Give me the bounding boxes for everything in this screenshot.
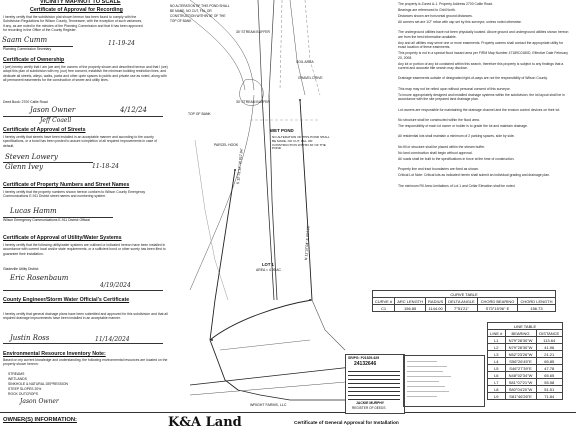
bearing-label: S 12°31'12" W 817.84' <box>236 148 244 185</box>
table-row <box>488 344 563 351</box>
stream-buffer-label-2: 30' STREAM BUFFER <box>236 100 270 104</box>
table-row <box>488 358 563 365</box>
curve-table-header <box>373 298 556 305</box>
curve-cell: C1 <box>373 305 395 312</box>
cert-ownership-body: I (we) hereby certify that I am (we are) the owners of the property shown and described hereon and that I (we) adopt this plan of subdivision with my (our) free consent, establish the minimum building restriction lines, and dedicate all streets, alleys, walks, parks and other open spaces to public and private use as noted, along with all permanent easements for the construction of sewer and utility lines. <box>3 65 168 83</box>
soil-area-label: SOIL AREA <box>296 60 314 64</box>
line-cell: L8 <box>488 386 506 393</box>
line-cell: L1 <box>488 337 506 344</box>
firm-name: K&A Land <box>168 415 242 430</box>
numbers-org: Wilson Emergency Communications E-911 District Official <box>3 218 90 222</box>
note-item: All corners set are 1/2" rebar with cap set by this surveyor, unless noted otherwise. <box>398 20 522 24</box>
owners-label: OWNER(S) INFORMATION: <box>3 417 77 423</box>
table-row <box>488 372 563 379</box>
cert-numbers-body: I hereby certify that the property numbers shown hereon conform to Wilson County Emergency Communications E-911 District street names and numbering system. <box>3 190 146 199</box>
numbers-signature: Lucas Hamm <box>10 207 57 215</box>
table-row <box>488 337 563 344</box>
utility-date: 4/19/2024 <box>100 282 131 289</box>
cert-recording-title: Certificate of Approval for Recording <box>30 7 123 13</box>
stamp-register: JACKIE MURPHY <box>356 401 385 405</box>
pond-note-top: NO ALTERATION OF THIS POND SHALL BE MADE, NO CUT, FILL OR CONSTRUCTION WITHIN 30' OF THE TOP OF BANK <box>170 4 230 23</box>
curve-cell: 156.73 <box>517 305 555 312</box>
adjoiner-label: WRIGHT FARMS, LLC <box>250 403 287 407</box>
line-cell: 113.64 <box>536 337 563 344</box>
bottom-certificate-title: Certificate of General Approval for Installation <box>294 421 399 426</box>
lot-area-label: AREA = 4.99 AC <box>256 268 281 272</box>
note-item: The property is Zoned A-1. Property Address 2700 Callie Road. <box>398 2 493 6</box>
line-cell: S46°27'39"E <box>505 365 536 372</box>
cert-utility-body: I hereby certify that the following utility/water systems are outlined or indicated hereon have been installed in accordance with current local and/or state requirements, or a sufficient bond or other surety has been filed to guarantee their installation. <box>3 243 166 256</box>
corner-marker <box>211 339 213 341</box>
line-col-header: DISTANCE <box>536 330 563 337</box>
note-item: All residential lots shall maintain a minimum of 2 parking spaces, side by side. <box>398 134 515 139</box>
boundary-line <box>258 0 262 95</box>
line-cell: 65.65 <box>536 372 563 379</box>
vicinity-map-title: VICINITY MAP/NOT TO SCALE <box>40 0 121 5</box>
line-col-header: BEARING <box>505 330 536 337</box>
line-cell: L4 <box>488 358 506 365</box>
line-cell: L7 <box>488 379 506 386</box>
table-row <box>488 386 563 393</box>
owner-deed: Deed Book: 2700 Callie Road <box>3 100 48 104</box>
note-item: The underground utilities have not been physically located. Above ground and underground utilities shown hereon are from the best information available. <box>398 30 569 39</box>
stamp-title: REGISTER OF DEEDS <box>352 406 386 410</box>
note-item: Any lot or portion of any lot contained within this search, therefore this property is subject to any findings that a current and accurate title search may disclose. <box>398 61 564 70</box>
owner-signature-line <box>3 116 163 117</box>
line-cell: L2 <box>488 344 506 351</box>
note-item: Lot owners are responsible for maintaining the drainage channel and the erosion control devices on their lot. <box>398 107 561 112</box>
table-row <box>488 365 563 372</box>
env-note-title: Environmental Resource Inventory Note: <box>3 351 106 357</box>
boundary-line <box>269 0 274 95</box>
env-item: STEEP SLOPES 20% <box>8 387 42 391</box>
table-row <box>373 305 556 312</box>
env-item: SINKHOLE & NATURAL DEPRESSION <box>8 382 68 386</box>
general-notes <box>398 2 574 290</box>
note-item: Critical Lot Note: Critical lots as indicated herein shall submit an individual grading and drainage plan. <box>398 173 550 178</box>
env-note-body: Based on my current knowledge and understanding, the following environmental resources are located on the property shown hereon: <box>3 358 168 367</box>
line-cell: S80°04'20"W <box>505 386 536 393</box>
curve-col-header: ARC LENGTH <box>395 298 426 305</box>
utility-signature-line <box>3 290 163 291</box>
note-item: All roads shall be built to the specifications in force at the time of construction. <box>398 156 515 161</box>
line-table-header <box>488 330 563 337</box>
streets-signature: Steven Lowery <box>5 153 58 161</box>
curve-table-title: CURVE TABLE <box>373 291 556 298</box>
corner-marker <box>299 99 301 101</box>
line-cell: L6 <box>488 372 506 379</box>
line-cell: 55.58 <box>536 379 563 386</box>
creek-line <box>190 95 254 290</box>
cert-streets-body: I hereby certify that streets have been installed in an acceptable manner and according to the county specifications, or a bond has been posted to assure completion of all required improvements in case of default. <box>3 135 157 148</box>
stream-buffer-label: 30' STREAM BUFFER <box>236 30 270 34</box>
bottom-rule <box>0 412 576 413</box>
engineer-date: 11/14/2024 <box>95 336 130 343</box>
line-cell: 65.85 <box>536 358 563 365</box>
line-cell: N79°28'30"W <box>505 344 536 351</box>
curve-col-header: CURVE # <box>373 298 395 305</box>
note-item: Bearings are referenced to Grid North. <box>398 8 456 12</box>
curve-col-header: CHORD BEARING <box>477 298 517 305</box>
line-cell: N79°28'30"W <box>505 337 536 344</box>
legend-box <box>403 355 485 407</box>
curve-cell: S73°15'06" E <box>477 305 517 312</box>
owner-signature: Jason Owner <box>30 106 76 114</box>
env-item: STREAMS <box>8 372 25 376</box>
line-table-title: LINE TABLE <box>488 323 563 330</box>
table-row <box>488 379 563 386</box>
table-row <box>488 351 563 358</box>
line-cell: N52°23'26"W <box>505 351 536 358</box>
recording-date: 11-19-24 <box>108 40 135 47</box>
top-of-bank-label: TOP OF BANK <box>188 112 211 116</box>
line-col-header: LINE # <box>488 330 506 337</box>
streets-signature-2: Glenn Ivey <box>5 163 44 171</box>
line-cell: L3 <box>488 351 506 358</box>
cert-recording-body: I hereby certify that the subdivision plat shown hereon has been found to comply with the Subdivision Regulations for Wilson County, Tennessee, with the exception of such variances, if any, as are noted in the minutes of the Planning Commission and that it has been approved for recording in the Office of the County Register. <box>3 15 143 33</box>
recording-signature: Saam Cumm <box>2 36 48 44</box>
line-cell: L9 <box>488 393 506 400</box>
line-cell: L5 <box>488 365 506 372</box>
left-panel <box>0 0 173 432</box>
cert-numbers-title: Certificate of Property Numbers and Street Names <box>3 182 130 188</box>
gravel-drive-label: GRAVEL DRIVE <box>298 76 323 80</box>
line-cell: 71.84 <box>536 393 563 400</box>
line-table <box>487 322 563 400</box>
line-cell: 47.78 <box>536 365 563 372</box>
curve-col-header: CHORD LENGTH <box>517 298 555 305</box>
adjoining-line <box>312 300 345 350</box>
env-signature: Jason Owner <box>20 398 59 405</box>
note-item: The minimum Fill Area Limitations of Lot 1 and Cellar Elevation shall be noted. <box>398 183 516 188</box>
cert-streets-title: Certificate of Approval of Streets <box>3 127 86 133</box>
corner-marker <box>234 169 236 171</box>
note-item: The responsibility of each lot owner or holder is to grade the lot and maintain drainage. <box>398 124 528 128</box>
note-item: No fill or structure shall be placed within the stream buffer. <box>398 144 486 149</box>
curve-col-header: RADIUS <box>426 298 446 305</box>
engineer-signature: Justin Ross <box>10 334 50 342</box>
owner-signature-2: Jeff Coaell <box>40 117 72 124</box>
env-item: ROCK OUTCROPS <box>8 392 38 396</box>
note-item: Any and all utilities may serve one or more easements. Property owners shall contact the appropriate utility for exact location of these easements. <box>398 40 564 50</box>
note-item: To insure appropriately designed and installed drainage systems within the subdivision, the lot layout shall be in accordance with the site prepared land drainage plan. <box>398 92 565 102</box>
note-item: Property line and tract boundaries are fixed as shown. <box>398 167 480 172</box>
engineer-body: I hereby certify that general drainage plans have been submitted and approved for this subdivision and that all required drainage improvements have been installed in an acceptable manner. <box>3 312 168 321</box>
line-cell: 51.51 <box>536 386 563 393</box>
curve-cell: 7°51'21" <box>445 305 477 312</box>
line-cell: 41.96 <box>536 344 563 351</box>
owner-date: 4/12/24 <box>120 106 147 114</box>
lot-boundary <box>300 100 312 300</box>
corner-marker <box>309 299 311 301</box>
utility-district: Gladeville Utility District <box>3 267 39 271</box>
stamp-book: SR/PG: P21529-629 <box>348 356 380 360</box>
cert-ownership-title: Certificate of Ownership <box>3 57 65 63</box>
pond-note: NO ALTERATION OF THIS POND SHALL BE MADE, NO CUT, FILL OR CONSTRUCTION WITHIN 30' OF THE POND <box>272 135 330 151</box>
utility-signature: Eric Rosenbaum <box>10 274 69 282</box>
note-item: This property is not in a special flood hazard area per FIRM Map Number 47189C0180D, Effective Date February 20, 2008. <box>398 51 568 60</box>
table-row <box>488 393 563 400</box>
firm-logo <box>156 413 266 432</box>
note-item: This map may not be relied upon without personal consent of this surveyor. <box>398 86 511 91</box>
easement-line <box>220 340 310 350</box>
line-cell: S81°46'26"E <box>505 393 536 400</box>
env-item: WETLANDS <box>8 377 27 381</box>
buffer-line <box>280 0 282 90</box>
engineer-signature-line <box>3 343 163 344</box>
curve-cell: 1144.00 <box>426 305 446 312</box>
curve-col-header: DELTA ANGLE <box>445 298 477 305</box>
engineer-title: County Engineer/Storm Water Official's Certificate <box>3 297 130 303</box>
cert-utility-title: Certificate of Approval of Utility/Water Systems <box>3 235 122 241</box>
plat-drawing <box>150 0 370 412</box>
line-cell: 21.21 <box>536 351 563 358</box>
line-cell: N48°02'34"W <box>505 372 536 379</box>
line-cell: S56°26'45"E <box>505 358 536 365</box>
lot-boundary <box>210 300 312 340</box>
parcel-hook-label: PARCEL HOOK <box>214 143 239 147</box>
note-item: No land construction shall begin without approval. <box>398 150 473 155</box>
stamp-number: 24132646 <box>354 361 377 367</box>
line-cell: S81°07'21"W <box>505 379 536 386</box>
easement-line <box>195 140 228 300</box>
curve-table <box>372 290 556 312</box>
lot-label: LOT 1 <box>262 262 274 267</box>
curve-cell: 156.85 <box>395 305 426 312</box>
bearing-label: N 11°37'04" E 804.66' <box>304 225 311 261</box>
recording-stamp <box>345 354 405 414</box>
wet-pond-label: WET POND <box>270 128 294 133</box>
note-item: No structure shall be constructed within the flood area. <box>398 118 480 122</box>
note-item: Distances shown are horizontal ground distances. <box>398 14 473 18</box>
note-item: Drainage easements outside of designated right-of-ways are not the responsibility of Wilson County. <box>398 76 548 81</box>
streets-date: 11-18-24 <box>92 163 119 170</box>
recording-signer-label: Planning Commission Secretary <box>3 47 52 51</box>
